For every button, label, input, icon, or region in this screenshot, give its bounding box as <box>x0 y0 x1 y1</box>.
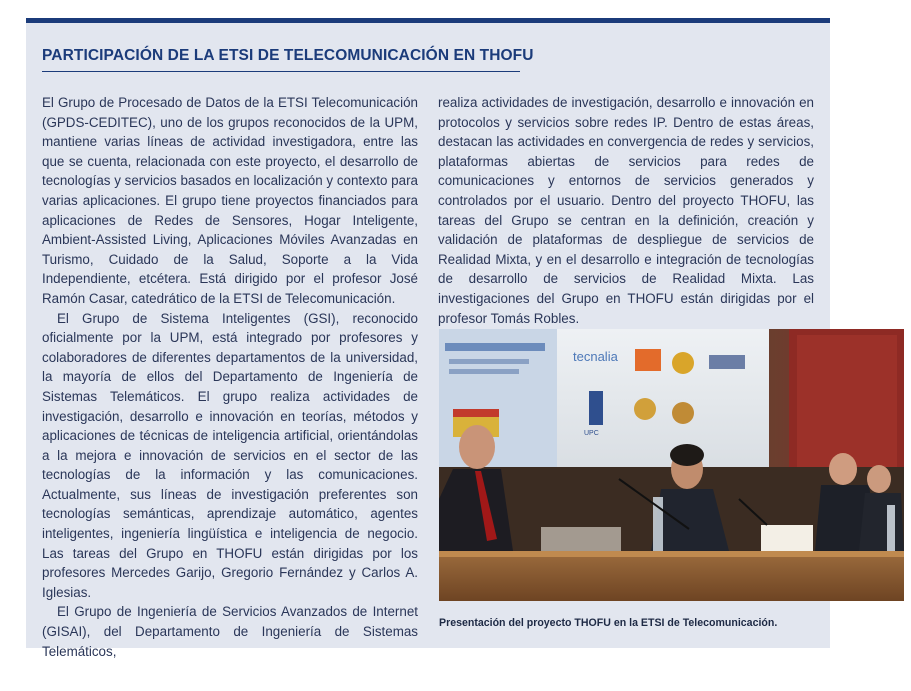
article-heading: PARTICIPACIÓN DE LA ETSI DE TELECOMUNICACIÓN EN THOFU <box>42 47 534 64</box>
conference-photo <box>439 329 904 601</box>
left-column <box>42 93 418 661</box>
right-column <box>438 93 814 328</box>
screen-logo-upc: UPC <box>584 430 599 437</box>
screen-logo-tecnalia: tecnalia <box>573 349 618 364</box>
paragraph-gsi: El Grupo de Sistema Inteligentes (GSI), reconocido oficialmente por la UPM, está integrado por profesores y colaboradores de diferentes departamentos de la universidad, la mayoría de ellos del Departamento de Ingeniería de Sistemas Telemáticos. El grupo realiza actividades de investigación, desarrollo e innovación en teorías, métodos y aplicaciones de técnicas de inteligencia artificial, orientándolas a la mejora e innovación de servicios en el sector de las tecnologías de la información y las comunicaciones. Actualmente, sus líneas de investigación preferentes son tecnologías semánticas, aprendizaje automático, agentes inteligentes, ingeniería lingüística e inteligencia de negocio. Las tareas del Grupo en THOFU están dirigidas por los profesores Mercedes Garijo, Gregorio Fernández y Carlos A. Iglesias. <box>42 310 418 600</box>
heading-underline <box>42 71 520 72</box>
paragraph-gpds: El Grupo de Procesado de Datos de la ETSI Telecomunicación (GPDS-CEDITEC), uno de los grupos reconocidos de la UPM, mantiene varias líneas de actividad investigadora, entre las que se cuenta, relacionada con este proyecto, el desarrollo de tecnologías y servicios basados en localización y contexto para varias aplicaciones. El grupo tiene proyectos financiados para aplicaciones de Redes de Sensores, Hogar Inteligente, Ambient-Assisted Living, Aplicaciones Móviles Avanzadas en Turismo, Cuidado de la Salud, Soporte a la Vida Independiente, etcétera. Está dirigido por el profesor José Ramón Casar, catedrático de la ETSI de Telecomunicación. <box>42 95 418 306</box>
top-rule <box>26 18 830 23</box>
photo-caption: Presentación del proyecto THOFU en la ETSI de Telecomunicación. <box>439 617 778 629</box>
paragraph-gisai-start: El Grupo de Ingeniería de Servicios Avanzados de Internet (GISAI), del Departamento de Ingeniería de Sistemas Telemáticos, <box>42 604 418 659</box>
conference-photo-illustration <box>439 329 904 601</box>
paragraph-gisai-continued: realiza actividades de investigación, desarrollo e innovación en protocolos y servicios sobre redes IP. Dentro de estas áreas, destacan las actividades en convergencia de redes y servicios, plataformas abiertas de servicios para redes de comunicaciones y entornos de servicios generados y controlados por el usuario. Dentro del proyecto THOFU, las tareas del Grupo se centran en la definición, creación y validación de plataformas de despliegue de servicios de Realidad Mixta, y en el desarrollo e integración de tecnologías de desarrollo de servicios de Realidad Mixta. Las investigaciones del Grupo en THOFU están dirigidas por el profesor Tomás Robles. <box>438 95 814 326</box>
